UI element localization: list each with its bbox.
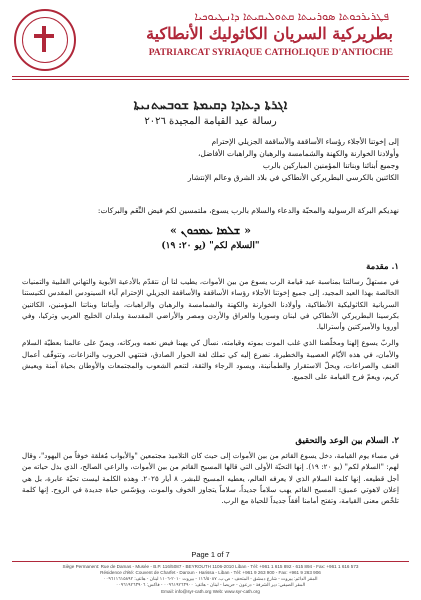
paragraph: في مستهلّ رسالتنا بمناسبة عيد قيامة الرب يسوع من بين الأموات، يطيب لنا أن نتقدّم بالأدعية الأبوية والتهاني القلبية والتمنيات الخالصة بهذا العيد المجيد، إلى جميع إخوتنا الأجلاء رؤساء الأساقفة والأساقفة الجزيلي الإحترام آباء السينودس المقدس لكنيستنا السريانية الكاثوليكية الأنطاكية، وأولادنا الخوارنة والكهنة والشمامسة والرهبان والراهبات، وأبنائنا وبناتنا المؤمنين، الكائنين بكرسينا البطريركي الأنطاكي في لبنان وسوريا والعراق والأردن ومصر والأراضي المقدسة وبلدان الخليج العربي وتركيا، وفي أوروبا والأميركتين وأستراليا. (22, 277, 399, 332)
paragraph: في مساء يوم القيامة، دخل يسوع القائم من بين الأموات إلى حيث كان التلاميذ مجتمعين "والأبواب مُغلقة خوفاً من اليهود"، وقال لهم: "السلام لكم" (يو ٢٠: ١٩). إنها التحيّة الأولى التي قالها المسيح القائم من بين الأموات، والراعي الصالح، الذي بذل حياته من أجل قطيعه. إنها كلمة السلام الذي لا يعرفه العالم، يعطيه المسيح للبشر. ٨ أيار ٢٠٢٥. وهذه الكلمة ليست تحيّة عابرة، بل هي إعلان لاهوتي عميق: المسيح القائم يهب سلاماً جديداً، سلاماً يتجاوز الخوف والموت، ويؤسّس حياة جديدة في الروح. إنها كلمة تلخّص معنى القيامة، وتفتح أمامنا أفقاً جديداً للحياة مع الرب. (22, 451, 399, 506)
header-divider-2 (12, 79, 409, 80)
footer-line: المقر الدائم: بيروت - شارع دمشق - المتحف - ص.ب. ١١٦/٥٠٨٧ - بيروت ٢٠١٠-١١٠٦ لبنان - هاتف: ٠٠٩٦١١٦١٥٨٩٢ (103, 576, 318, 581)
address-line: وأولادنا الخوارنة والكهنة والشمامسة والرهبان والراهبات الأفاضل، (197, 149, 399, 158)
syriac-banner: ܦܛܪܝܪܟܘܬܐ ܣܘܪܝܝܬܐ ܩܬܘܠܝܩܝܬܐ ܕܐܢܛܝܘܟܝܐ (194, 10, 389, 23)
french-title: PATRIARCAT SYRIAQUE CATHOLIQUE D'ANTIOCHE (148, 48, 393, 58)
address-block (38, 136, 399, 184)
syriac-quote: « ܫܠܡܐ ܥܡܟܘܢ » (170, 224, 251, 237)
address-line: وجميع أبنائنا وبناتنا المؤمنين المباركين بالرب (262, 161, 399, 170)
address-line: إلى إخوتنا الأجلاء رؤساء الأساقفة والأساقفة الجزيلي الإحترام (211, 137, 399, 146)
letter-title: رسالة عيد القيامة المجيدة ٢٠٢٦ (144, 116, 277, 127)
section-body (22, 450, 399, 511)
header-divider (12, 76, 409, 77)
scripture-quote: "السلام لكم" (يو ٢٠: ١٩) (161, 241, 260, 251)
footer-divider (12, 561, 409, 562)
section-body (22, 276, 399, 388)
footer-line: Email: info@syr-cath.org Web: www.syr-cath.org (161, 589, 260, 594)
section-heading: ٢. السلام بين الوعد والتحقيق (295, 436, 399, 446)
page-number: Page 1 of 7 (191, 550, 230, 559)
cross-icon (22, 17, 68, 63)
footer-line: Résidence d'été: Couvent de Charfet - Daroun - Harissa - Liban - Tél: +961 9 263 900 - Fax: +961 9 263 906 (100, 570, 321, 575)
paragraph: والربّ يسوع إلهنا ومخلّصنا الذي غلب الموت بموته وقيامته، نسأل كي يهبنا فيض نعمه وبركاته، ويمنّ على عالمنا بعطيّة السلام والأمان، في هذه الأيّام العصيبة والخطيرة. نضرع إليه كي تملك لغة الحوار الصادق، فتنتهي الحروب والنزاعات، وتتوقّف أعمال العنف والصراعات، ويحلّ الاستقرار والطمأنينة، ويسود الرجاء والثقة، لتنعم الشعوب والمجتمعات والأوطان بحياة آمنة ويعيش كريم، ويعمّ فرح القيامة على الجميع. (22, 338, 399, 382)
syriac-heading: ܐܓܪܬܐ ܕܥܐܕܐ ܕܩܝܡܬܐ ܫܘܒܚܬܢܝܬܐ (133, 98, 288, 113)
footer-line: المقر الصيفي: دير الشرفة - درعون - حريصا - لبنان - هاتف: ٠٠٩٦١٩٢٦٣٩٠٠ - فاكس: ٠٠٩٦١٩٢٦٣٩٠٦ (115, 582, 306, 587)
arabic-title: بطريركية السريان الكاثوليك الأنطاكية (146, 24, 393, 43)
greeting: نهديكم البركة الرسولية والمحبّة والدعاء والسلام بالرب يسوع، ملتمسين لكم فيض النِّعَم والبركات: (97, 206, 399, 215)
footer-line: Siège Permanent: Rue de Damas - Musée - B.P. 116/5087 - BEYROUTH 1106-2010 Liban - Tél: +961 1 615 892 - 615 894 - Fax: +961 1 616 573 (62, 564, 359, 569)
patriarchate-seal-logo (14, 9, 76, 71)
section-heading: ١. مقدمة (366, 262, 399, 272)
address-line: الكائنين بالكرسي البطريركي الأنطاكي في بلاد الشرق وعالم الإنتشار (187, 173, 399, 182)
